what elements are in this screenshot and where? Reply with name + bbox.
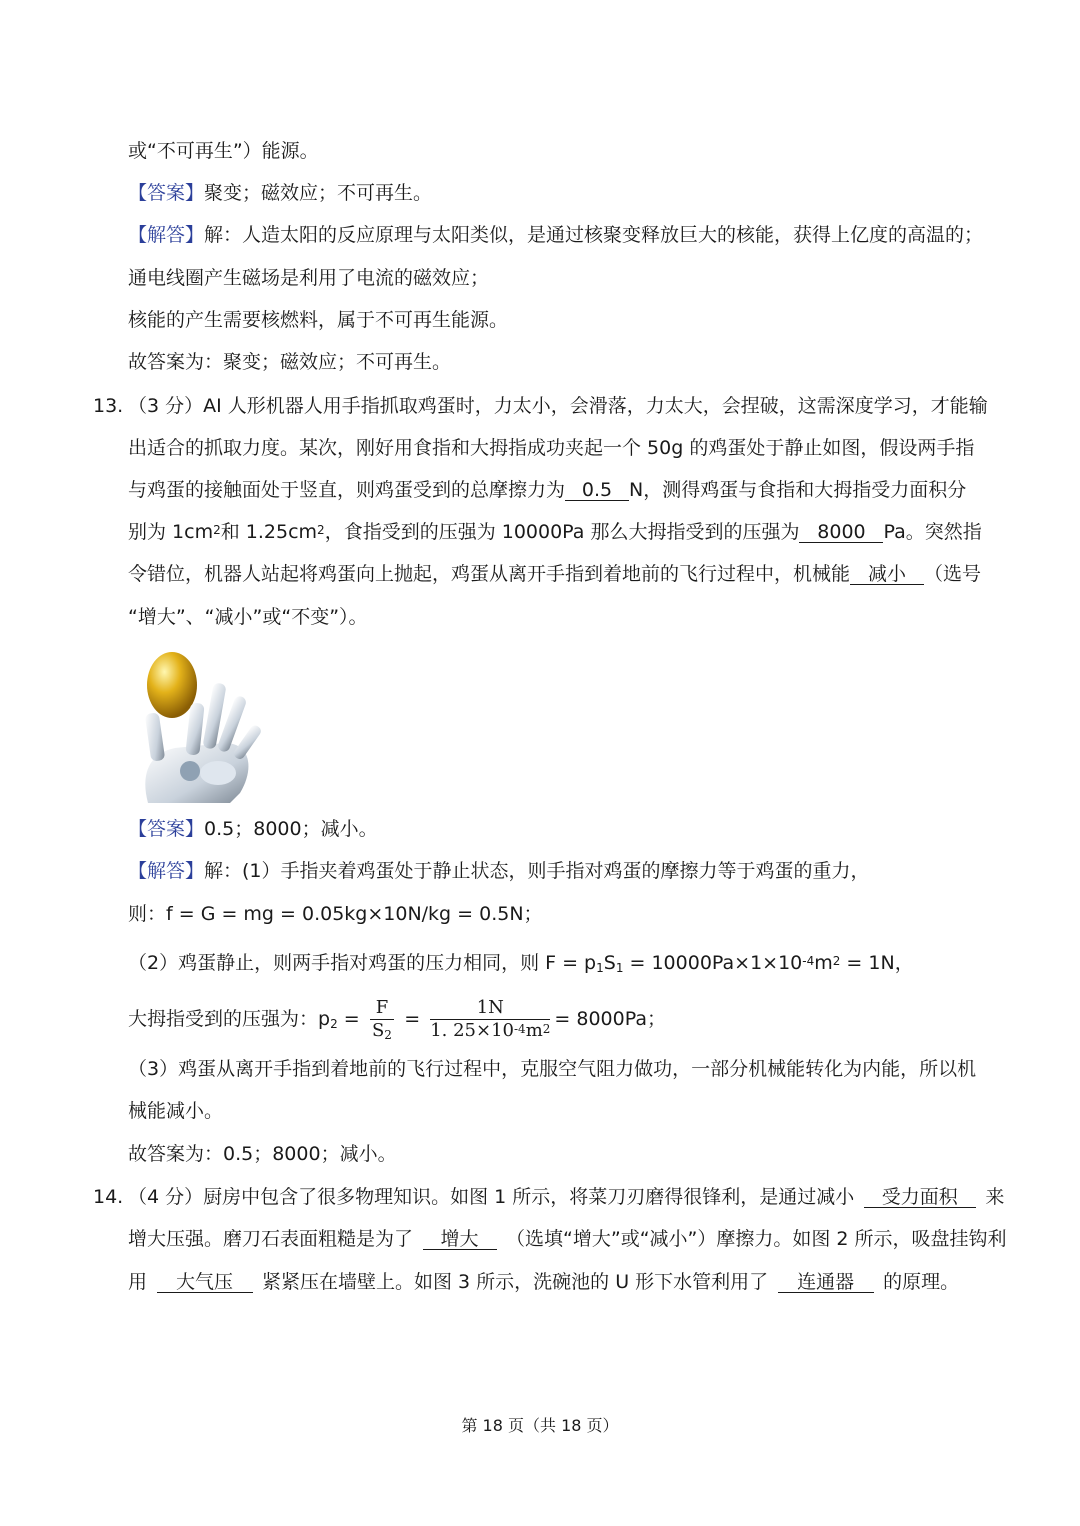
question-text: （3 分）AI 人形机器人用手指抓取鸡蛋时，力太小，会滑落，力太大，会捏破，这需深度学习，才能输 [128, 395, 988, 417]
text: 令错位，机器人站起将鸡蛋向上抛起，鸡蛋从离开手指到着地前的飞行过程中，机械能 [128, 563, 851, 585]
fraction-value [430, 997, 550, 1042]
text: 增大压强。磨刀石表面粗糙是为了 [128, 1228, 414, 1250]
text: 紧紧压在墙壁上。如图 3 所示，洗碗池的 U 形下水管利用了 [262, 1271, 769, 1293]
text: S [603, 952, 616, 974]
text: ，食指受到的压强为 10000Pa 那么大拇指受到的压强为 [324, 521, 800, 543]
fraction-denominator [370, 1020, 395, 1043]
question-text: 出适合的抓取力度。某次，刚好用食指和大拇指成功夹起一个 50g 的鸡蛋处于静止如图，假设两手指 [128, 437, 975, 459]
text: 大拇指受到的压强为：p [128, 1008, 331, 1030]
superscript: 2 [542, 1022, 551, 1036]
solution-line [128, 224, 983, 246]
subscript: 2 [384, 1027, 392, 1042]
question-text [128, 521, 982, 543]
answer-tag: 【答案】 [128, 182, 205, 204]
text-line: 通电线圈产生磁场是利用了电流的磁效应； [128, 267, 490, 289]
text: （选填“增大”或“减小”）摩擦力。如图 2 所示，吸盘挂钩利 [506, 1228, 1007, 1250]
solution-text [128, 952, 914, 976]
answer-blank: 8000 [799, 522, 883, 543]
solution-text: （3）鸡蛋从离开手指到着地前的飞行过程中，克服空气阻力做功，一部分机械能转化为内能，所以机 [128, 1058, 977, 1080]
answer-blank: 连通器 [778, 1272, 874, 1293]
question-number: 13. [93, 395, 124, 417]
answer-blank: 0.5 [565, 480, 629, 501]
solution-text: 解：人造太阳的反应原理与太阳类似，是通过核聚变释放巨大的核能，获得上亿度的高温的； [204, 224, 984, 246]
superscript: -4 [514, 1022, 526, 1036]
text: 1. 25×10 [430, 1020, 514, 1041]
subscript: 2 [330, 1017, 338, 1031]
answer-blank: 减小 [850, 564, 924, 585]
text: 用 [128, 1271, 148, 1293]
text: = 1N， [840, 952, 914, 974]
text: 和 1.25cm [220, 521, 318, 543]
text: N，测得鸡蛋与食指和大拇指受力面积分 [629, 479, 967, 501]
subscript: 1 [615, 961, 624, 975]
fraction-denominator [430, 1020, 550, 1042]
answer-line [128, 182, 432, 204]
question-number: 14. [93, 1186, 124, 1208]
question-text [128, 1271, 959, 1293]
text-line: 核能的产生需要核燃料，属于不可再生能源。 [128, 309, 509, 331]
superscript: 2 [213, 523, 221, 537]
text: （选号 [924, 563, 982, 585]
superscript: -4 [802, 954, 815, 968]
question-text [128, 1228, 1007, 1250]
answer-line [128, 818, 378, 840]
text: = [337, 1008, 366, 1030]
answer-tag: 【答案】 [128, 818, 205, 840]
answer-text: 0.5；8000；减小。 [204, 818, 378, 840]
question-text [128, 1186, 1004, 1208]
solution-text: 械能减小。 [128, 1100, 224, 1122]
solution-text: 则：f = G = mg = 0.05kg×10N/kg = 0.5N； [128, 903, 543, 925]
text: = 8000Pa； [554, 1008, 666, 1030]
solution-tag: 【解答】 [128, 224, 205, 246]
superscript: 2 [832, 954, 841, 968]
text-line: 故答案为：聚变；磁效应；不可再生。 [128, 351, 452, 373]
formula-line [128, 990, 666, 1048]
text: （2）鸡蛋静止，则两手指对鸡蛋的压力相同，则 F = p [128, 952, 597, 974]
text: S [371, 1019, 385, 1041]
text: 的原理。 [883, 1271, 960, 1293]
text: 来 [985, 1186, 1005, 1208]
text: 与鸡蛋的接触面处于竖直，则鸡蛋受到的总摩擦力为 [128, 479, 566, 501]
robot-hand-egg-figure [130, 643, 272, 803]
text: = [398, 1008, 427, 1030]
text: Pa。突然指 [883, 521, 982, 543]
answer-text: 聚变；磁效应；不可再生。 [204, 182, 433, 204]
page-footer: 第 18 页（共 18 页） [461, 1416, 619, 1435]
question-text: “增大”、“减小”或“不变”）。 [128, 606, 368, 628]
answer-blank: 增大 [423, 1229, 497, 1250]
question-text [128, 563, 981, 585]
text-line: 或“不可再生”）能源。 [128, 140, 319, 162]
fraction-numerator: 1N [430, 997, 550, 1020]
answer-blank: 大气压 [157, 1272, 253, 1293]
fraction-f-over-s2 [370, 997, 395, 1043]
text: （4 分）厨房中包含了很多物理知识。如图 1 所示，将菜刀刃磨得很锋利，是通过减小 [128, 1186, 855, 1208]
solution-line [128, 860, 870, 882]
subscript: 1 [596, 961, 604, 975]
fraction-numerator: F [370, 997, 395, 1020]
superscript: 2 [317, 523, 325, 537]
solution-text: 故答案为：0.5；8000；减小。 [128, 1143, 397, 1165]
text: m [525, 1020, 543, 1041]
question-text [128, 479, 966, 501]
solution-tag: 【解答】 [128, 860, 205, 882]
answer-blank: 受力面积 [864, 1187, 976, 1208]
text: m [814, 952, 833, 974]
text: = 10000Pa×1×10 [623, 952, 803, 974]
text: 别为 1cm [128, 521, 214, 543]
solution-text: 解：(1）手指夹着鸡蛋处于静止状态，则手指对鸡蛋的摩擦力等于鸡蛋的重力， [204, 860, 870, 882]
